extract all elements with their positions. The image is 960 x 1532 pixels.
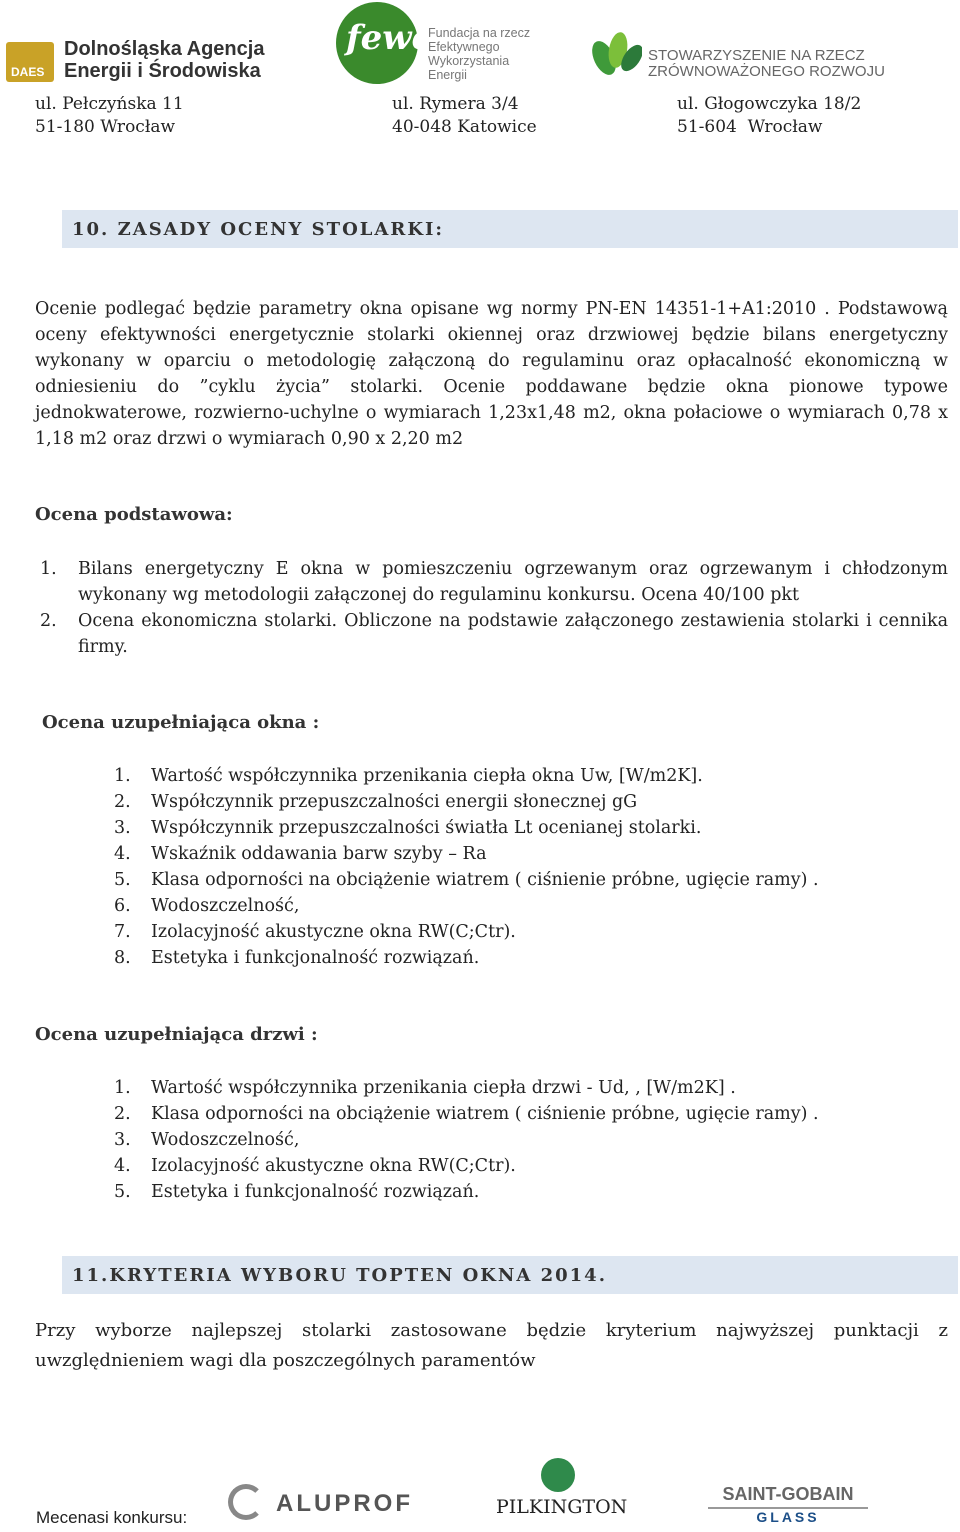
section-10-heading: 10. ZASADY OCENY STOLARKI: (62, 210, 958, 248)
basic-list: 1. Bilans energetyczny E okna w pomieszczeniu ogrzewanym oraz ogrzewanym i chłodzonym wykonany wg metodologii załączonej do regulaminu konkursu. Ocena 40/100 pkt 2. Ocena ekonomiczna stolarki. Obliczone na podstawie załączonego zestawienia stolarki i cennika firmy. (40, 559, 948, 657)
section-11-paragraph: Przy wyborze najlepszej stolarki zastosowane będzie kryterium najwyższej punktacji z uwzględnieniem wagi dla poszczególnych paramentów (35, 1320, 948, 1371)
address-few: ul. Rymera 3/4 40-048 Katowice (392, 94, 537, 137)
section-11-heading: 11.KRYTERIA WYBORU TOPTEN OKNA 2014. (62, 1256, 958, 1294)
snrz-logo (590, 24, 900, 84)
sponsors-label: Mecenasi konkursu: (36, 1508, 188, 1527)
address-snrz: ul. Głogowczyka 18/2 51-604 Wrocław (677, 94, 862, 137)
snrz-name: STOWARZYSZENIE NA RZECZ ZRÓWNOWAŻONEGO ROZWOJU (648, 47, 885, 80)
door-list: 1. Wartość współczynnika przenikania ciepła drzwi - Ud, , [W/m2K] . 2. Klasa odporności na obciążenie wiatrem ( ciśnienie próbne, ugięcie ramy) . 3. Wodoszczelność, 4. Izolacyjność akustyczne okna RW(C;Ctr). 5. Estetyka i funkcjonalność rozwiązań. (114, 1078, 819, 1202)
pilkington-logo: PILKINGTON (496, 1458, 620, 1522)
few-mark: fewe (336, 2, 418, 84)
daes-mark: DAES (6, 42, 54, 82)
daes-logo (6, 38, 286, 86)
section-10-paragraph: Ocenie podlegać będzie parametry okna opisane wg normy PN-EN 14351-1+A1:2010 . Podstawową oceny efektywności energetycznie stolarki okiennej oraz drzwiowej będzie bilans energetyczny wykonany w oparciu o metodologię załączoną do regulaminu oraz opłacalność ekonomiczną w odniesieniu do ”cyklu życia” stolarki. Ocenie poddawane będzie okna pionowe typowe jednokwaterowe, rozwierno-uchylne o wymiarach 1,23x1,48 m2, okna połaciowe o wymiarach 0,78 x 1,18 m2 oraz drzwi o wymiarach 0,90 x 2,20 m2 (35, 299, 948, 449)
aluprof-logo: ALUPROF (228, 1482, 418, 1522)
door-title: Ocena uzupełniająca drzwi : (35, 1024, 318, 1045)
window-title: Ocena uzupełniająca okna : (42, 712, 320, 733)
address-daes: ul. Pełczyńska 11 51-180 Wrocław (35, 94, 184, 137)
leaf-icon (590, 28, 642, 78)
pilkington-emblem-icon (541, 1458, 575, 1492)
daes-name: Dolnośląska Agencja Energii i Środowiska (64, 38, 265, 82)
few-logo (336, 2, 566, 86)
window-list: 1. Wartość współczynnika przenikania ciepła okna Uw, [W/m2K]. 2. Współczynnik przepuszczalności energii słonecznej gG 3. Współczynnik przepuszczalności światła Lt ocenianej stolarki. 4. Wskaźnik oddawania barw szyby – Ra 5. Klasa odporności na obciążenie wiatrem ( ciśnienie próbne, ugięcie ramy) . 6. Wodoszczelność, 7. Izolacyjność akustyczne okna RW(C;Ctr). 8. Estetyka i funkcjonalność rozwiązań. (114, 766, 819, 968)
aluprof-icon (228, 1484, 264, 1520)
few-name: Fundacja na rzecz Efektywnego Wykorzystania Energii (428, 26, 531, 82)
saint-gobain-logo: SAINT-GOBAIN GLASS (708, 1468, 868, 1530)
basic-title: Ocena podstawowa: (35, 504, 233, 525)
